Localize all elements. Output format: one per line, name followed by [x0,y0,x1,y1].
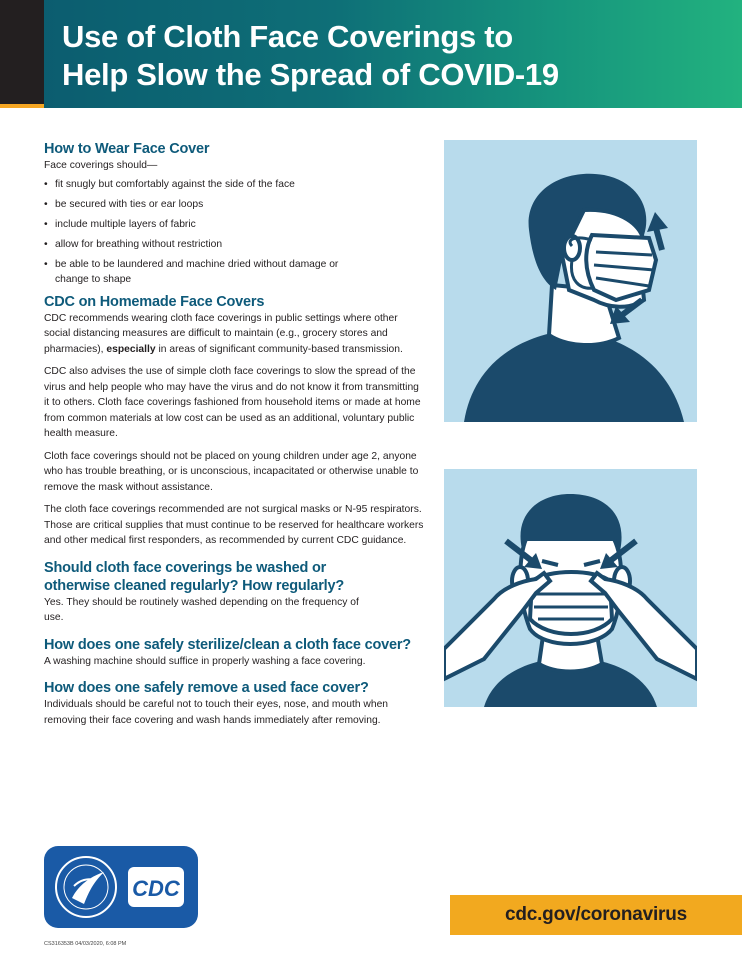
section-cdc-homemade [44,293,424,549]
coronavirus-url[interactable]: cdc.gov/coronavirus [504,904,688,925]
cdc-paragraph-2: CDC also advises the use of simple cloth face coverings to slow the spread of the virus and help people who may have the virus and do not know it from transmitting it to others. Cloth face coverings fashioned from household items or made at home from common materials at low cost can be used as an additional, voluntary public health measure. [44,366,421,439]
bullet-item: • be secured with ties or ear loops [44,197,424,212]
url-banner [450,895,742,935]
section-how-to-wear [44,140,424,287]
cdc-paragraph-4: The cloth face coverings recommended are not surgical masks or N-95 respirators. Those are critical supplies that must continue to be reserved for healthcare workers and other medical first responders, as recommended by current CDC guidance. [44,504,424,546]
heading-cdc-homemade: CDC on Homemade Face Covers [44,293,265,310]
section-remove [44,679,424,728]
cdc-paragraph-1 [44,311,424,358]
cdc-logo-text: CDC [132,876,180,901]
header-accent-stripe [0,104,44,108]
heading-remove: How does one safely remove a used face cover? [44,680,369,696]
illustration-mask-front-view [444,469,697,707]
document-code: CS316353B 04/03/2020, 6:08 PM [44,941,127,947]
mask-front-icon [444,469,697,707]
section-washing [44,559,424,626]
header-dark-block [0,0,44,108]
wear-lead: Face coverings should— [44,160,158,171]
page-title-line2: Help Slow the Spread of COVID-19 [62,57,559,92]
bullet-item: • be able to be laundered and machine dried without damage or change to shape [44,257,364,287]
wear-bullet-list [44,177,424,287]
bullet-item: • include multiple layers of fabric [44,217,424,232]
main-content [44,140,424,735]
cdc-paragraph-3: Cloth face coverings should not be placed on young children under age 2, anyone who has trouble breathing, or is unconscious, incapacitated or otherwise unable to remove the mask without assistance. [44,450,419,493]
illustration-mask-side-view [444,140,697,422]
page-title-line1: Use of Cloth Face Coverings to [62,19,513,54]
remove-text: Individuals should be careful not to touch their eyes, nose, and mouth when removing their face covering and wash hands immediately after removing. [44,699,389,726]
cdc-p1-end: in areas of significant community-based transmission. [155,343,403,355]
bullet-item: • fit snugly but comfortably against the side of the face [44,177,424,192]
cdc-p1-start: CDC recommends wearing cloth face coverings in public settings where other social distancing measures are difficult to maintain (e.g., grocery stores and pharmacies), [44,312,398,355]
hhs-eagle-icon [44,846,198,928]
heading-washing: Should cloth face coverings be washed or otherwise cleaned regularly? How regularly? [44,559,345,594]
section-sterilize [44,636,424,670]
washing-text: Yes. They should be routinely washed depending on the frequency of use. [44,596,359,623]
heading-sterilize: How does one safely sterilize/clean a cloth face cover? [44,636,411,653]
bullet-item: • allow for breathing without restriction [44,237,424,252]
page-title [62,18,559,94]
header-banner [0,0,742,108]
hhs-cdc-logo [44,846,198,928]
sterilize-text: A washing machine should suffice in properly washing a face covering. [44,655,366,667]
mask-profile-icon [444,140,697,422]
heading-how-to-wear: How to Wear Face Cover [44,141,210,157]
cdc-p1-bold: especially [106,343,156,355]
